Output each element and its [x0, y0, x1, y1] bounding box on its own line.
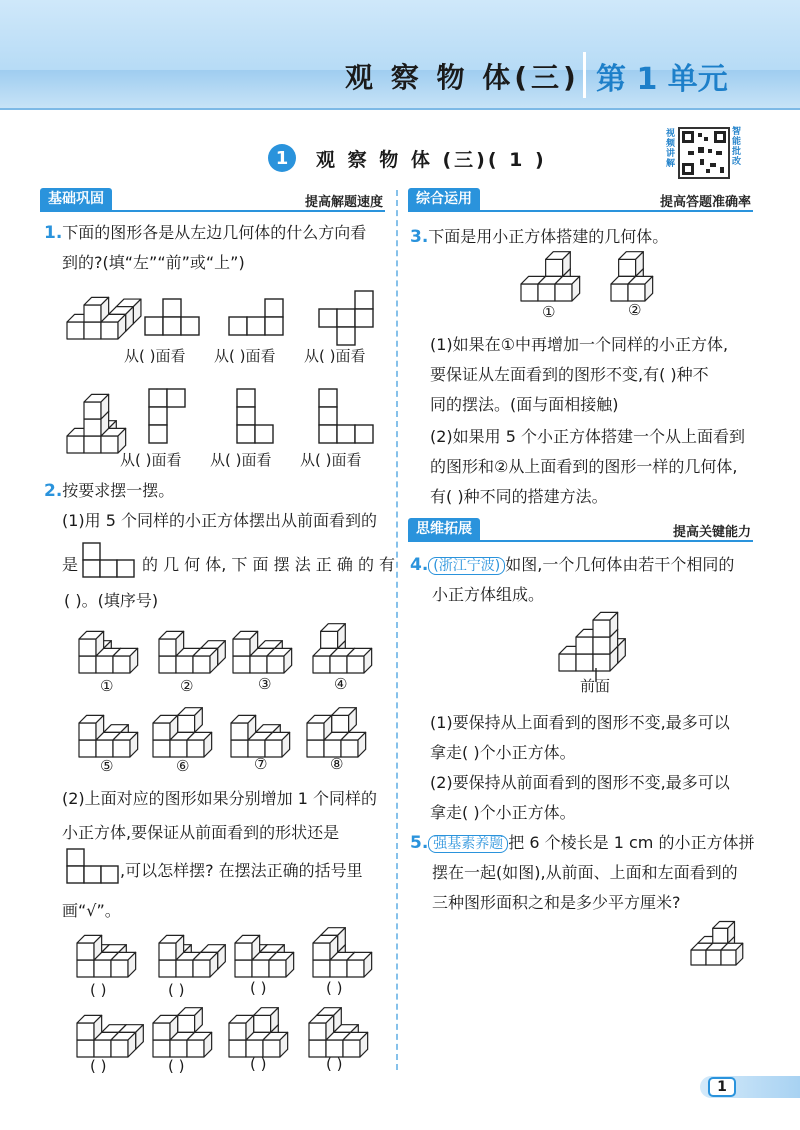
grid-cell	[319, 425, 337, 443]
cube-face	[250, 656, 267, 673]
cube-face	[94, 960, 111, 977]
cube-face	[77, 1023, 94, 1040]
cube-face	[691, 950, 706, 965]
q2-option-label-6: ⑥	[176, 757, 190, 775]
q2-option-label-7: ⑦	[254, 755, 268, 773]
cube-face	[347, 656, 364, 673]
q2-p2-solid-7	[228, 1008, 298, 1058]
q4-p2-line1: (2)要保持从前面看到的图形不变,最多可以	[430, 773, 730, 792]
q4-front-label: 前面	[580, 677, 611, 695]
q2-option-label-1: ①	[100, 677, 114, 695]
q2-p1-answer-line[interactable]: ( )。(填序号)	[64, 591, 159, 610]
section-integrated-tip: 提高答题准确率	[659, 195, 751, 210]
unit-label: 第 1 单元	[596, 62, 728, 97]
cube-face	[79, 639, 96, 656]
cube-face	[576, 637, 593, 654]
cube-face	[101, 436, 118, 453]
q5-solid	[690, 920, 750, 966]
grid-cell	[337, 327, 355, 345]
grid-cell	[319, 389, 337, 407]
cube-face	[67, 436, 84, 453]
q1-row2-label-2: 从( )面看	[210, 451, 272, 469]
grid-cell	[163, 317, 181, 335]
cube-face	[307, 723, 324, 740]
q2-p2-blank-7[interactable]: ( )	[250, 1055, 267, 1073]
q4-p1-line2: 拿走( )个小正方体。	[430, 743, 576, 762]
qr-code-icon[interactable]	[678, 127, 730, 179]
cube-face	[84, 402, 101, 419]
grid-cell	[237, 389, 255, 407]
q4-number: 4.	[410, 555, 429, 575]
cube-face	[330, 960, 347, 977]
q2-option-1-solid	[78, 622, 148, 674]
page-number-tab	[700, 1076, 800, 1098]
cube-face	[113, 740, 130, 757]
q2-number: 2.	[44, 481, 63, 501]
q2-p2-solid-4	[312, 924, 382, 978]
lesson-title-row	[268, 143, 547, 173]
q1-solid-a	[66, 292, 132, 340]
column-divider	[396, 190, 398, 1070]
cube-face	[307, 740, 324, 757]
section-integrated	[408, 188, 753, 212]
qr-left-text: 视频讲解	[666, 129, 676, 169]
cube-face	[176, 960, 193, 977]
q1-row2-label-3: 从( )面看	[300, 451, 362, 469]
cube-face	[269, 960, 286, 977]
grid-cell	[337, 309, 355, 327]
q4-line2: 小正方体组成。	[432, 585, 545, 604]
q4-p2-line2: 拿走( )个小正方体。	[430, 803, 576, 822]
q2-front-shape-2	[66, 848, 122, 888]
cube-face	[593, 637, 610, 654]
section-basic	[40, 188, 385, 212]
q5-line1: 5. 强基素养题 把 6 个棱长是 1 cm 的小正方体拼	[410, 833, 755, 853]
q2-p2-line3: ,可以怎样摆? 在摆法正确的括号里	[120, 861, 363, 880]
cube-face	[111, 1040, 128, 1057]
grid-cell	[163, 299, 181, 317]
cube-face	[254, 1015, 271, 1032]
q1-row1-label-1: 从( )面看	[124, 347, 186, 365]
q2-option-label-8: ⑧	[330, 755, 344, 773]
cube-face	[706, 950, 721, 965]
qr-code-block[interactable]	[666, 127, 742, 183]
cube-face	[153, 740, 170, 757]
q2-p1-line2a: 是	[62, 555, 79, 574]
cube-face	[178, 1015, 195, 1032]
cube-face	[153, 1040, 170, 1057]
cube-face	[555, 284, 572, 301]
q2-option-label-4: ④	[334, 675, 348, 693]
cube-face	[343, 1040, 360, 1057]
q2-p2-line4: 画“√”。	[62, 901, 121, 920]
q2-option-3-solid	[232, 622, 302, 674]
grid-cell	[355, 425, 373, 443]
cube-face	[546, 259, 563, 276]
section-integrated-tag: 综合运用	[408, 188, 480, 210]
cube-face	[96, 740, 113, 757]
q2-option-6-solid	[152, 706, 222, 758]
cube-face	[231, 723, 248, 740]
q1-view-b1	[148, 388, 188, 448]
grid-cell	[100, 560, 117, 577]
grid-cell	[229, 317, 247, 335]
q3-p1-line1: (1)如果在①中再增加一个同样的小正方体,	[430, 335, 729, 354]
grid-cell	[167, 389, 185, 407]
cube-face	[67, 322, 84, 339]
cube-face	[538, 284, 555, 301]
q1-line2: 到的?(填“左”“前”或“上”)	[62, 253, 245, 272]
grid-cell	[247, 317, 265, 335]
cube-face	[341, 740, 358, 757]
q3-p1-line2: 要保证从左面看到的图形不变,有( )种不	[430, 365, 709, 384]
q2-p2-solid-2	[158, 928, 228, 978]
q1-row1-label-2: 从( )面看	[214, 347, 276, 365]
grid-cell	[149, 425, 167, 443]
q1-view-a1	[144, 298, 204, 338]
cube-face	[559, 654, 576, 671]
q2-option-8-solid	[306, 704, 376, 758]
cube-face	[235, 960, 252, 977]
cube-face	[101, 322, 118, 339]
q1-view-a2	[228, 298, 288, 338]
cube-face	[159, 656, 176, 673]
q2-option-5-solid	[78, 706, 148, 758]
cube-face	[79, 723, 96, 740]
q2-p2-blank-8[interactable]: ( )	[326, 1055, 343, 1073]
cube-face	[84, 436, 101, 453]
cube-face	[611, 284, 628, 301]
q2-p2-blank-2[interactable]: ( )	[168, 981, 185, 999]
cube-face	[77, 960, 94, 977]
grid-cell	[101, 866, 118, 883]
cube-face	[235, 943, 252, 960]
cube-face	[77, 1040, 94, 1057]
cube-face	[265, 740, 282, 757]
q2-front-shape	[82, 542, 138, 582]
q2-option-7-solid	[230, 704, 300, 758]
q3-line1: 3.下面是用小正方体搭建的几何体。	[410, 227, 669, 247]
grid-cell	[67, 849, 84, 866]
q3-fig-label-1: ①	[542, 303, 556, 321]
cube-face	[153, 1023, 170, 1040]
cube-face	[347, 960, 364, 977]
q2-p2-blank-1[interactable]: ( )	[90, 981, 107, 999]
grid-cell	[149, 389, 167, 407]
cube-face	[159, 639, 176, 656]
q2-p2-blank-3[interactable]: ( )	[250, 979, 267, 997]
cube-face	[170, 740, 187, 757]
cube-face	[233, 639, 250, 656]
q3-number: 3.	[410, 227, 429, 247]
page-number: 1	[708, 1077, 736, 1097]
cube-face	[84, 305, 101, 322]
grid-cell	[67, 866, 84, 883]
q4-source-tag: (浙江宁波)	[428, 557, 505, 575]
q1-view-a3	[318, 290, 378, 350]
q3-p2-line2: 的图形和②从上面看到的图形一样的几何体,	[430, 457, 738, 476]
section-extend	[408, 518, 753, 542]
q2-p2-solid-8	[308, 1004, 380, 1058]
cube-face	[313, 943, 330, 960]
section-extend-tip: 提高关键能力	[672, 525, 751, 540]
q1-row1-label-3: 从( )面看	[304, 347, 366, 365]
q1-view-b2	[236, 388, 276, 448]
q2-p2-blank-6[interactable]: ( )	[168, 1057, 185, 1075]
cube-face	[713, 928, 728, 943]
q1-solid-b	[66, 384, 132, 454]
grid-cell	[319, 407, 337, 425]
cube-face	[721, 950, 736, 965]
cube-face	[267, 656, 284, 673]
cube-face	[79, 656, 96, 673]
grid-cell	[265, 317, 283, 335]
cube-face	[187, 1040, 204, 1057]
cube-face	[79, 740, 96, 757]
q2-option-label-3: ③	[258, 675, 272, 693]
q2-p2-blank-4[interactable]: ( )	[326, 979, 343, 997]
q5-number: 5.	[410, 833, 429, 853]
cube-face	[84, 322, 101, 339]
cube-face	[94, 1040, 111, 1057]
q2-p2-solid-1	[76, 928, 146, 978]
q2-p2-solid-6	[152, 1008, 222, 1058]
grid-cell	[355, 291, 373, 309]
q3-solid-2	[610, 254, 660, 302]
cube-face	[84, 419, 101, 436]
q3-p2-line3: 有( )种不同的搭建方法。	[430, 487, 608, 506]
q2-intro: 2.按要求摆一摆。	[44, 481, 175, 501]
cube-face	[176, 656, 193, 673]
cube-face	[252, 960, 269, 977]
cube-face	[229, 1023, 246, 1040]
grid-cell	[145, 317, 163, 335]
cube-face	[330, 656, 347, 673]
q2-option-label-2: ②	[180, 677, 194, 695]
cube-face	[229, 1040, 246, 1057]
cube-face	[619, 259, 636, 276]
lesson-number-badge: 1	[268, 144, 296, 172]
q2-p1-line2b: 的 几 何 体, 下 面 摆 法 正 确 的 有	[142, 555, 396, 574]
q2-p2-line2: 小正方体,要保证从前面看到的形状还是	[62, 823, 340, 842]
q1-number: 1.	[44, 223, 63, 243]
q2-p2-solid-3	[234, 926, 304, 978]
cube-face	[187, 740, 204, 757]
cube-face	[628, 284, 645, 301]
q2-option-4-solid	[312, 616, 382, 674]
cube-face	[233, 656, 250, 673]
lesson-title: 观 察 物 体 (三)( 1 )	[316, 148, 547, 171]
q5-badge: 强基素养题	[428, 835, 508, 853]
section-basic-tip: 提高解题速度	[304, 195, 383, 210]
q3-fig-label-2: ②	[628, 301, 642, 319]
grid-cell	[83, 543, 100, 560]
q4-p1-line1: (1)要保持从上面看到的图形不变,最多可以	[430, 713, 730, 732]
section-basic-tag: 基础巩固	[40, 188, 112, 210]
q2-p2-solid-5	[76, 1008, 146, 1058]
cube-face	[111, 960, 128, 977]
grid-cell	[319, 309, 337, 327]
cube-face	[313, 656, 330, 673]
q5-line2: 摆在一起(如图),从前面、上面和左面看到的	[432, 863, 738, 882]
grid-cell	[237, 407, 255, 425]
grid-cell	[355, 309, 373, 327]
q1-view-b3	[318, 388, 378, 448]
q5-line3: 三种图形面积之和是多少平方厘米?	[432, 893, 681, 912]
grid-cell	[255, 425, 273, 443]
qr-right-text: 智能批改	[732, 127, 742, 167]
grid-cell	[265, 299, 283, 317]
cube-face	[313, 960, 330, 977]
grid-cell	[84, 866, 101, 883]
cube-face	[159, 943, 176, 960]
grid-cell	[181, 317, 199, 335]
cube-face	[178, 715, 195, 732]
cube-face	[231, 740, 248, 757]
q2-p1-line1: (1)用 5 个同样的小正方体摆出从前面看到的	[62, 511, 378, 530]
grid-cell	[117, 560, 134, 577]
cube-face	[193, 960, 210, 977]
cube-face	[153, 723, 170, 740]
cube-face	[309, 1040, 326, 1057]
cube-face	[593, 620, 610, 637]
cube-face	[309, 1023, 326, 1040]
grid-cell	[83, 560, 100, 577]
chapter-title: 观 察 物 体(三)	[345, 61, 580, 94]
grid-cell	[237, 425, 255, 443]
cube-face	[332, 715, 349, 732]
q1-line1: 1.下面的图形各是从左边几何体的什么方向看	[44, 223, 367, 243]
grid-cell	[337, 425, 355, 443]
cube-face	[96, 656, 113, 673]
q3-p1-line3: 同的摆法。(面与面相接触)	[430, 395, 619, 414]
cube-face	[170, 1040, 187, 1057]
cube-face	[77, 943, 94, 960]
q2-p2-blank-5[interactable]: ( )	[90, 1057, 107, 1075]
q2-p2-line1: (2)上面对应的图形如果分别增加 1 个同样的	[62, 789, 378, 808]
cube-face	[113, 656, 130, 673]
q1-row2-label-1: 从( )面看	[120, 451, 182, 469]
cube-face	[159, 960, 176, 977]
q2-option-label-5: ⑤	[100, 757, 114, 775]
q4-line1: 4. (浙江宁波) 如图,一个几何体由若干个相同的	[410, 555, 735, 575]
cube-face	[521, 284, 538, 301]
grid-cell	[149, 407, 167, 425]
cube-face	[193, 656, 210, 673]
q4-solid	[558, 602, 634, 672]
cube-face	[576, 654, 593, 671]
q3-solid-1	[520, 254, 590, 302]
q2-option-2-solid	[158, 622, 228, 674]
header-divider	[583, 52, 586, 98]
q3-p2-line1: (2)如果用 5 个小正方体搭建一个从上面看到	[430, 427, 746, 446]
cube-face	[321, 631, 338, 648]
section-extend-tag: 思维拓展	[408, 518, 480, 540]
